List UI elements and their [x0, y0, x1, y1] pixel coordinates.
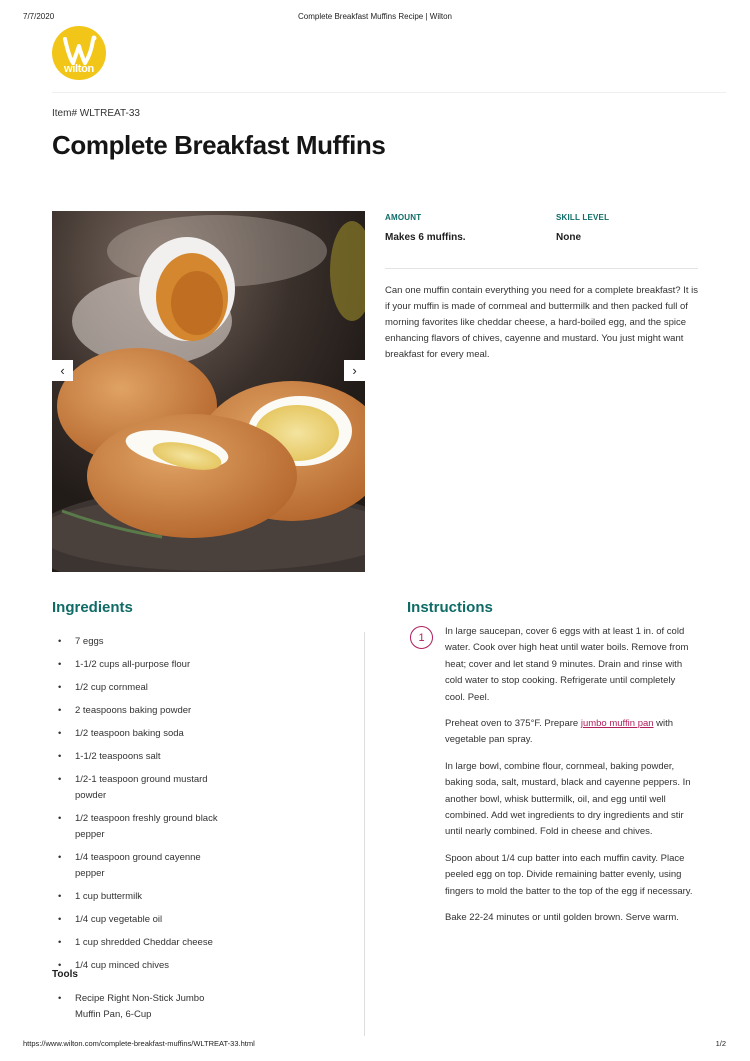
ingredients-item — [58, 703, 318, 719]
ingredients-item — [58, 850, 318, 882]
instructions-body — [445, 624, 695, 937]
ingredients-item — [58, 657, 318, 673]
instruction-step-4: Spoon about 1/4 cup batter into each muffin cavity. Place peeled egg on top. Divide remaining batter evenly, using fingers to mold the batter to the top of the egg if necessary. — [445, 852, 693, 897]
ingredients-heading: Ingredients — [52, 599, 133, 616]
chevron-left-icon: ‹ — [60, 363, 65, 378]
bullet-icon: • — [58, 813, 62, 824]
print-title: Complete Breakfast Muffins Recipe | Wilton — [298, 12, 452, 21]
step-2-text-before: Preheat oven to 375°F. Prepare — [445, 718, 581, 730]
item-number: Item# WLTREAT-33 — [52, 108, 140, 119]
jumbo-muffin-pan-link[interactable]: jumbo muffin pan — [580, 718, 654, 730]
meta-divider — [385, 268, 698, 269]
bullet-icon: • — [58, 636, 62, 647]
instructions-heading: Instructions — [407, 599, 493, 616]
column-divider — [364, 632, 365, 1036]
page-title: Complete Breakfast Muffins — [52, 130, 386, 160]
bullet-icon: • — [58, 891, 62, 902]
print-header — [0, 12, 750, 24]
ingredients-item — [58, 772, 318, 804]
ingredients-item — [58, 726, 318, 742]
print-footer — [0, 1039, 750, 1051]
ingredients-item — [58, 634, 318, 650]
ingredients-item — [58, 912, 318, 928]
bullet-icon: • — [58, 852, 62, 863]
ingredients-item-text: 2 teaspoons baking powder — [75, 705, 192, 716]
ingredients-item-text: 1/2-1 teaspoon ground mustard powder — [75, 774, 208, 801]
tools-list — [58, 991, 258, 1023]
print-date: 7/7/2020 — [23, 12, 55, 21]
bullet-icon: • — [58, 751, 62, 762]
header-divider — [52, 92, 726, 93]
carousel-prev-button[interactable] — [52, 360, 73, 381]
tools-item-text: Recipe Right Non-Stick Jumbo Muffin Pan, 6-Cup — [75, 993, 205, 1020]
ingredients-item-text: 1/2 teaspoon freshly ground black pepper — [75, 813, 218, 840]
step-number-badge: 1 — [410, 626, 433, 649]
bullet-icon: • — [58, 960, 62, 971]
instruction-step-5: Bake 22-24 minutes or until golden brown. Serve warm. — [445, 912, 679, 924]
muffin-photo — [52, 211, 365, 572]
bullet-icon: • — [58, 659, 62, 670]
wilton-logo[interactable] — [52, 26, 106, 80]
chevron-right-icon: › — [352, 363, 357, 378]
bullet-icon: • — [58, 937, 62, 948]
ingredients-item — [58, 935, 318, 951]
bullet-icon: • — [58, 682, 62, 693]
ingredients-item — [58, 749, 318, 765]
ingredients-item-text: 1 cup shredded Cheddar cheese — [75, 937, 213, 948]
ingredients-item — [58, 889, 318, 905]
ingredients-item-text: 1 cup buttermilk — [75, 891, 143, 902]
ingredients-item — [58, 958, 318, 974]
amount-label: AMOUNT — [385, 213, 422, 222]
bullet-icon: • — [58, 705, 62, 716]
ingredients-item — [58, 811, 318, 843]
skill-level-label: SKILL LEVEL — [556, 213, 610, 222]
step-2-text-after: with vegetable pan spray. — [445, 718, 674, 746]
ingredients-item-text: 1/2 teaspoon baking soda — [75, 728, 184, 739]
recipe-image-carousel — [52, 211, 365, 572]
ingredients-item-text: 1/4 cup minced chives — [75, 960, 169, 971]
ingredients-item-text: 1-1/2 teaspoons salt — [75, 751, 161, 762]
ingredients-item-text: 1/2 cup cornmeal — [75, 682, 148, 693]
ingredients-item-text: 1/4 teaspoon ground cayenne pepper — [75, 852, 201, 879]
print-url: https://www.wilton.com/complete-breakfast-muffins/WLTREAT-33.html — [23, 1039, 255, 1048]
logo-text: wilton — [64, 63, 94, 75]
carousel-next-button[interactable] — [344, 360, 365, 381]
tools-heading: Tools — [52, 969, 78, 980]
instruction-step-3: In large bowl, combine flour, cornmeal, baking powder, baking soda, salt, mustard, black and cayenne peppers. In another bowl, whisk buttermilk, oil, and egg until well combined. Add wet ingredients to dry ingredients and stir until nearly combined. Fold in cheese and chives. — [445, 760, 691, 838]
amount-value: Makes 6 muffins. — [385, 232, 466, 243]
instruction-step-1: In large saucepan, cover 6 eggs with at least 1 in. of cold water. Cook over high heat until water boils. Remove from heat; cover and let stand 9 minutes. Drain and rinse with cold water to stop cooking. Refrigerate until completely cool. Peel. — [445, 626, 689, 703]
ingredients-list — [58, 634, 318, 981]
instruction-step-2 — [445, 716, 695, 749]
skill-level-value: None — [556, 232, 581, 243]
ingredients-item — [58, 680, 318, 696]
bullet-icon: • — [58, 774, 62, 785]
print-page-number: 1/2 — [715, 1039, 726, 1048]
ingredients-item-text: 7 eggs — [75, 636, 104, 647]
bullet-icon: • — [58, 993, 62, 1004]
recipe-description: Can one muffin contain everything you need for a complete breakfast? It is if your muffin is made of cornmeal and buttermilk and then packed full of morning favorites like cheddar cheese, a hard-boiled egg, and the spice enhancing flavors of chives, cayenne and mustard. You just might want breakfast for every meal. — [385, 285, 698, 360]
tools-item — [58, 991, 258, 1023]
ingredients-item-text: 1-1/2 cups all-purpose flour — [75, 659, 191, 670]
ingredients-item-text: 1/4 cup vegetable oil — [75, 914, 163, 925]
bullet-icon: • — [58, 914, 62, 925]
bullet-icon: • — [58, 728, 62, 739]
